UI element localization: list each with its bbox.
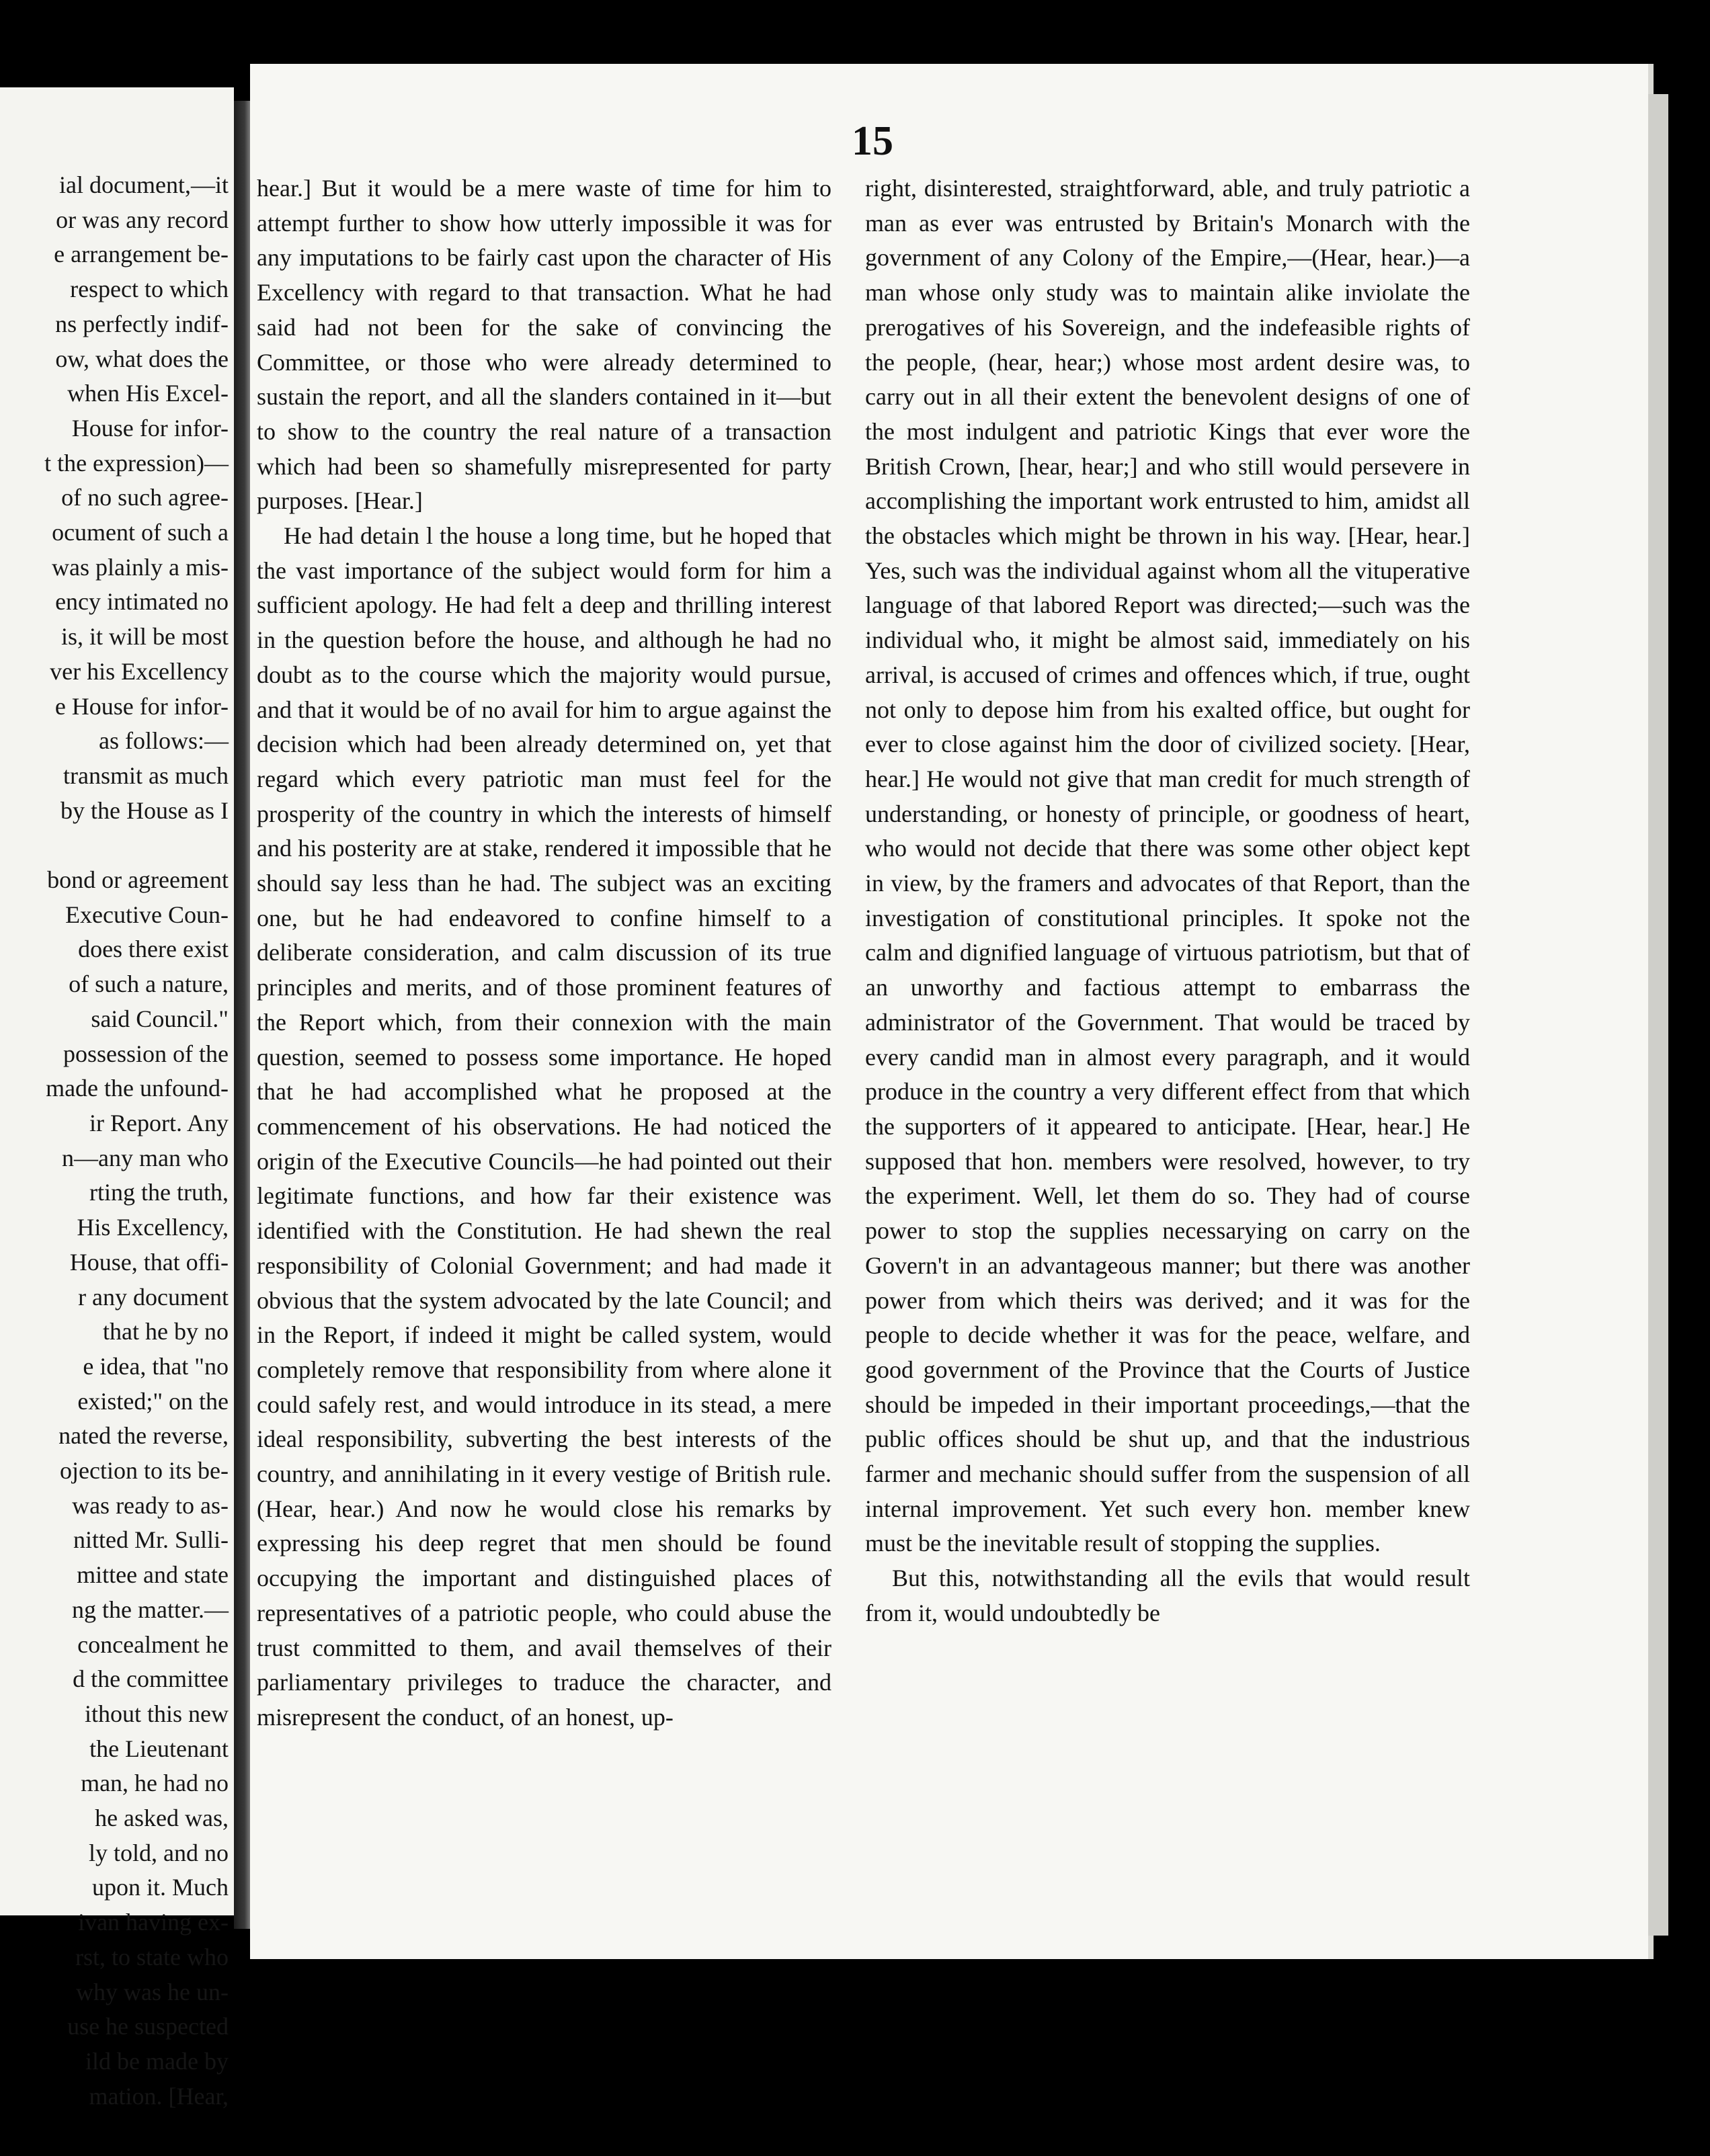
left-page-line: ow, what does the [55,345,229,372]
left-page-line: does there exist [78,936,229,963]
left-page-line [0,828,229,863]
left-page-line: nated the reverse, [58,1422,229,1450]
left-page [0,87,234,2110]
left-page-line: made the unfound- [46,1075,229,1102]
left-page-line: the Lieutenant [89,1735,229,1762]
left-page-line: rst, to state who [75,1943,229,1971]
left-page-line: by the House as I [60,796,229,824]
left-page-line: ency intimated no [55,588,229,616]
paragraph: He had detain l the house a long time, but he hoped that the vast importance of the subject would form for him a sufficient apology. He had felt a deep and thrilling interest in the question before the house, and although he had no doubt as to the course which the majority would pursue, and that it would be of no avail for him to argue against the decision which had been already determined on, yet that regard which every patriotic man must feel for the prosperity of the country in which the interests of himself and his posterity are at stake, rendered it impossible that he should say less than he had. The subject was an exciting one, but he had endeavored to confine himself to a deliberate consideration, and calm discussion of its true principles and merits, and of those prominent features of the Report which, from their connexion with the main question, seemed to possess some importance. He hoped that he had accomplished what he proposed at the commencement of his observations. He had noticed the origin of the Executive Councils—he had pointed out their legitimate functions, and how far their existence was identified with the Constitution. He had shewn the real responsibility of Colonial Government; and had made it obvious that the system advocated by the late Council; and in the Report, if indeed it might be called system, would completely remove that responsibility from where alone it could safely rest, and would introduce in its stead, a mere ideal responsibility, subverting the best interests of the country, and annihilating in it every vestige of British rule. (Hear, hear.) And now he would close his remarks by expressing his deep regret that men should be found occupying the important and distinguished places of representatives of a patriotic people, who could abuse the trust committed to them, and avail themselves of their parliamentary privileges to traduce the character, and misrepresent the conduct, of an honest, up- [257,522,831,1731]
left-page-line: e arrangement be- [54,241,229,268]
left-page-line: ial document,—it [59,171,229,198]
left-page-line: was ready to as- [72,1491,229,1519]
paragraph: But this, notwithstanding all the evils that would result from it, would undoubtedly be [865,1565,1470,1626]
left-page-line: of such a nature, [69,970,229,998]
left-page-line: or was any record [56,206,229,233]
left-page-line: transmit as much [63,761,229,789]
left-page-line: that he by no [103,1318,229,1345]
left-page-line: when His Excel- [67,380,229,407]
left-page-line: d the committee [73,1665,229,1693]
left-page-line: e idea, that "no [83,1352,229,1380]
page-number: 15 [852,118,893,164]
left-page-line: concealment he [77,1630,229,1658]
left-page-line: ng the matter.— [72,1595,229,1623]
left-page-line: His Excellency, [77,1214,229,1241]
left-page-line: said Council." [91,1005,229,1032]
left-page-line: ns perfectly indif- [55,310,229,337]
left-page-line: why was he un- [76,1978,229,2005]
left-page-line: respect to which [70,276,229,303]
left-page-line: is, it will be most [60,623,229,651]
left-page-line: ithout this new [85,1700,229,1727]
left-page-line: ojection to its be- [60,1457,229,1485]
left-page-column [0,168,229,2114]
left-page-line: House for infor- [71,414,229,442]
left-page-line: was plainly a mis- [52,553,229,581]
left-page-line: ocument of such a [52,519,229,546]
left-page-line: man, he had no [81,1770,229,1797]
left-page-line: n—any man who [62,1144,229,1171]
left-page-line: ild be made by [85,2047,229,2075]
left-page-line: possession of the [63,1040,229,1067]
left-page-line: use he suspected [67,2013,229,2040]
left-page-line: he asked was, [95,1805,229,1832]
left-page-line: mittee and state [77,1561,229,1589]
left-page-line: upon it. Much [92,1874,229,1901]
left-page-line: Executive Coun- [65,901,229,928]
right-page [250,64,1648,1959]
left-page-line: existed;" on the [77,1387,229,1415]
left-page-line: ver his Excellency [50,657,229,685]
left-page-line: ivan having ex- [78,1909,229,1936]
left-page-line: nitted Mr. Sulli- [73,1526,229,1554]
text-column-right [865,171,1470,1631]
left-page-line: t the expression)— [44,449,229,476]
left-page-line: as follows:— [99,727,229,755]
left-page-line: bond or agreement [47,866,229,894]
left-page-line: of no such agree- [61,484,229,511]
text-column-left [257,171,831,1735]
left-page-line: mation. [Hear, [89,2082,229,2110]
left-page-line: House, that offi- [69,1248,229,1276]
left-page-line: ir Report. Any [89,1109,229,1136]
left-page-line: r any document [78,1283,229,1311]
left-page-line: rting the truth, [89,1179,229,1206]
paragraph: hear.] But it would be a mere waste of time for him to attempt further to show how utterly impossible it was for any imputations to be fairly cast upon the character of His Excellency with regard to that transaction. What he had said had not been for the sake of convincing the Committee, or those who were already determined to sustain the report, and all the slanders contained in it—but to show to the country the real nature of a transaction which had been so shamefully misrepresented for party purposes. [Hear.] [257,175,831,515]
page-edge [1648,94,1668,1936]
paragraph: right, disinterested, straightforward, able, and truly patriotic a man as ever was entrusted by Britain's Monarch with the government of any Colony of the Empire,—(Hear, hear.)—a man whose only study was to maintain alike inviolate the prerogatives of his Sovereign, and the indefeasible rights of the people, (hear, hear;) whose most ardent desire was, to carry out in all their extent the benevolent designs of one of the most indulgent and patriotic Kings that ever wore the British Crown, [hear, hear;] and who still would persevere in accomplishing the important work entrusted to him, amidst all the obstacles which might be thrown in his way. [Hear, hear.] Yes, such was the individual against whom all the vituperative language of that labored Report was directed;—such was the individual who, it might be almost said, immediately on his arrival, is accused of crimes and offences which, if true, ought not only to depose him from his exalted office, but ought for ever to close against him the door of civilized society. [Hear, hear.] He would not give that man credit for much strength of understanding, or honesty of principle, or goodness of heart, who would not decide that there was some other object kept in view, by the framers and advocates of that Report, than the investigation of constitutional principles. It spoke not the calm and dignified language of virtuous patriotism, but that of an unworthy and factious attempt to embarrass the administrator of the Government. That would be traced by every candid man in almost every paragraph, and it would produce in the country a very different effect from that which the supporters of it appeared to anticipate. [Hear, hear.] He supposed that hon. members were resolved, however, to try the experiment. Well, let them do so. They had of course power to stop the supplies necessarying on carry on the Govern't in an advantageous manner; but there was another power from which theirs was derived; and it was for the people to decide whether it was for the peace, welfare, and good government of the Province that the Courts of Justice should be impeded in their important proceedings,—that the public offices should be shut up, and that the industrious farmer and mechanic should suffer from the suspension of all internal improvement. Yet such every hon. member knew must be the inevitable result of stopping the supplies. [865,175,1470,1557]
left-page-line: ly told, and no [89,1839,229,1866]
left-page-line: e House for infor- [54,692,229,720]
